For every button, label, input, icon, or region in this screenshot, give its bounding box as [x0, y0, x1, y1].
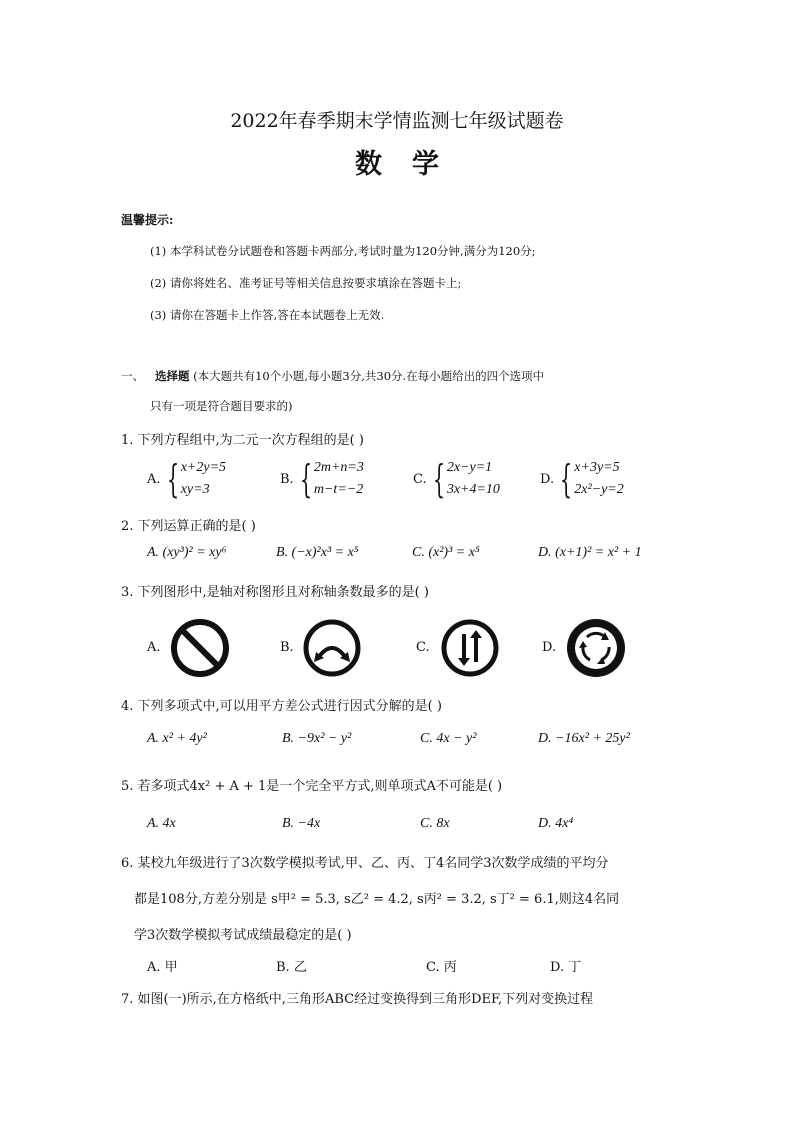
question-4-option-d: D. −16x² + 25y²: [538, 731, 630, 746]
question-1-option-d: D. { x+3y=5 2x²−y=2: [540, 457, 624, 501]
question-2-option-c: C. (x²)³ = x⁵: [412, 545, 480, 560]
subject-title: 数学: [355, 149, 469, 180]
section-number: 一、: [121, 369, 144, 383]
question-4-option-c: C. 4x − y²: [420, 731, 477, 746]
question-5-option-d: D. 4x⁴: [538, 816, 574, 831]
question-5-stem: 5. 若多项式4x² + A + 1是一个完全平方式,则单项式A不可能是( ): [121, 779, 503, 794]
question-4-option-b: B. −9x² − y²: [282, 731, 352, 746]
question-6-option-c: C. 丙: [426, 960, 457, 975]
question-4-stem: 4. 下列多项式中,可以用平方差公式进行因式分解的是( ): [121, 699, 442, 714]
question-6-line-2: 都是108分,方差分别是 s甲² = 5.3, s乙² = 4.2, s丙² = 3.2, s丁² = 6.1,则这4名同: [134, 892, 620, 907]
question-3-option-c-label: C.: [416, 640, 430, 655]
question-7-line-1: 7. 如图(一)所示,在方格纸中,三角形ABC经过变换得到三角形DEF,下列对变换过程: [121, 992, 594, 1007]
section-desc: (本大题共有10个小题,每小题3分,共30分.在每小题给出的四个选项中: [193, 369, 545, 383]
question-2-option-b: B. (−x)²x³ = x⁵: [276, 545, 359, 560]
question-3-stem: 3. 下列图形中,是轴对称图形且对称轴条数最多的是( ): [121, 585, 429, 600]
tip-item-1: (1) 本学科试卷分试题卷和答题卡两部分,考试时量为120分钟,满分为120分;: [150, 244, 536, 258]
question-6-option-a: A. 甲: [147, 960, 178, 975]
question-5-option-a: A. 4x: [147, 816, 176, 831]
section-desc-2: 只有一项是符合题目要求的): [150, 399, 293, 413]
section-header: [121, 368, 544, 384]
question-5-option-c: C. 8x: [420, 816, 450, 831]
question-1-stem: 1. 下列方程组中,为二元一次方程组的是( ): [121, 433, 364, 448]
roundabout-sign-icon: [565, 617, 627, 679]
question-5-option-b: B. −4x: [282, 816, 321, 831]
question-2-stem: 2. 下列运算正确的是( ): [121, 519, 256, 534]
question-6-line-1: 6. 某校九年级进行了3次数学模拟考试,甲、乙、丙、丁4名同学3次数学成绩的平均分: [121, 856, 609, 871]
section-name: 选择题: [154, 369, 190, 383]
tip-item-3: (3) 请你在答题卡上作答,答在本试题卷上无效.: [150, 308, 385, 322]
question-2-option-d: D. (x+1)² = x² + 1: [538, 545, 642, 560]
question-1-option-a: A. { x+2y=5 xy=3: [147, 457, 227, 501]
question-6-option-b: B. 乙: [276, 960, 307, 975]
question-3-option-a-label: A.: [147, 640, 161, 655]
question-1-option-b: B. { 2m+n=3 m−t=−2: [280, 457, 364, 501]
two-way-arrows-sign-icon: [440, 618, 500, 678]
exam-title: 2022年春季期末学情监测七年级试题卷: [230, 110, 564, 132]
question-3-option-d-label: D.: [542, 640, 557, 655]
question-3-option-b-label: B.: [280, 640, 294, 655]
no-entry-sign-icon: [170, 618, 230, 678]
question-6-line-3: 学3次数学模拟考试成绩最稳定的是( ): [134, 928, 352, 943]
question-4-option-a: A. x² + 4y²: [147, 731, 207, 746]
question-6-option-d: D. 丁: [550, 960, 582, 975]
question-1-option-c: C. { 2x−y=1 3x+4=10: [413, 457, 500, 501]
split-arrows-sign-icon: [302, 618, 362, 678]
tips-heading: 温馨提示:: [121, 213, 174, 227]
tip-item-2: (2) 请你将姓名、准考证号等相关信息按要求填涂在答题卡上;: [150, 276, 462, 290]
question-2-option-a: A. (xy³)² = xy⁶: [147, 545, 227, 560]
